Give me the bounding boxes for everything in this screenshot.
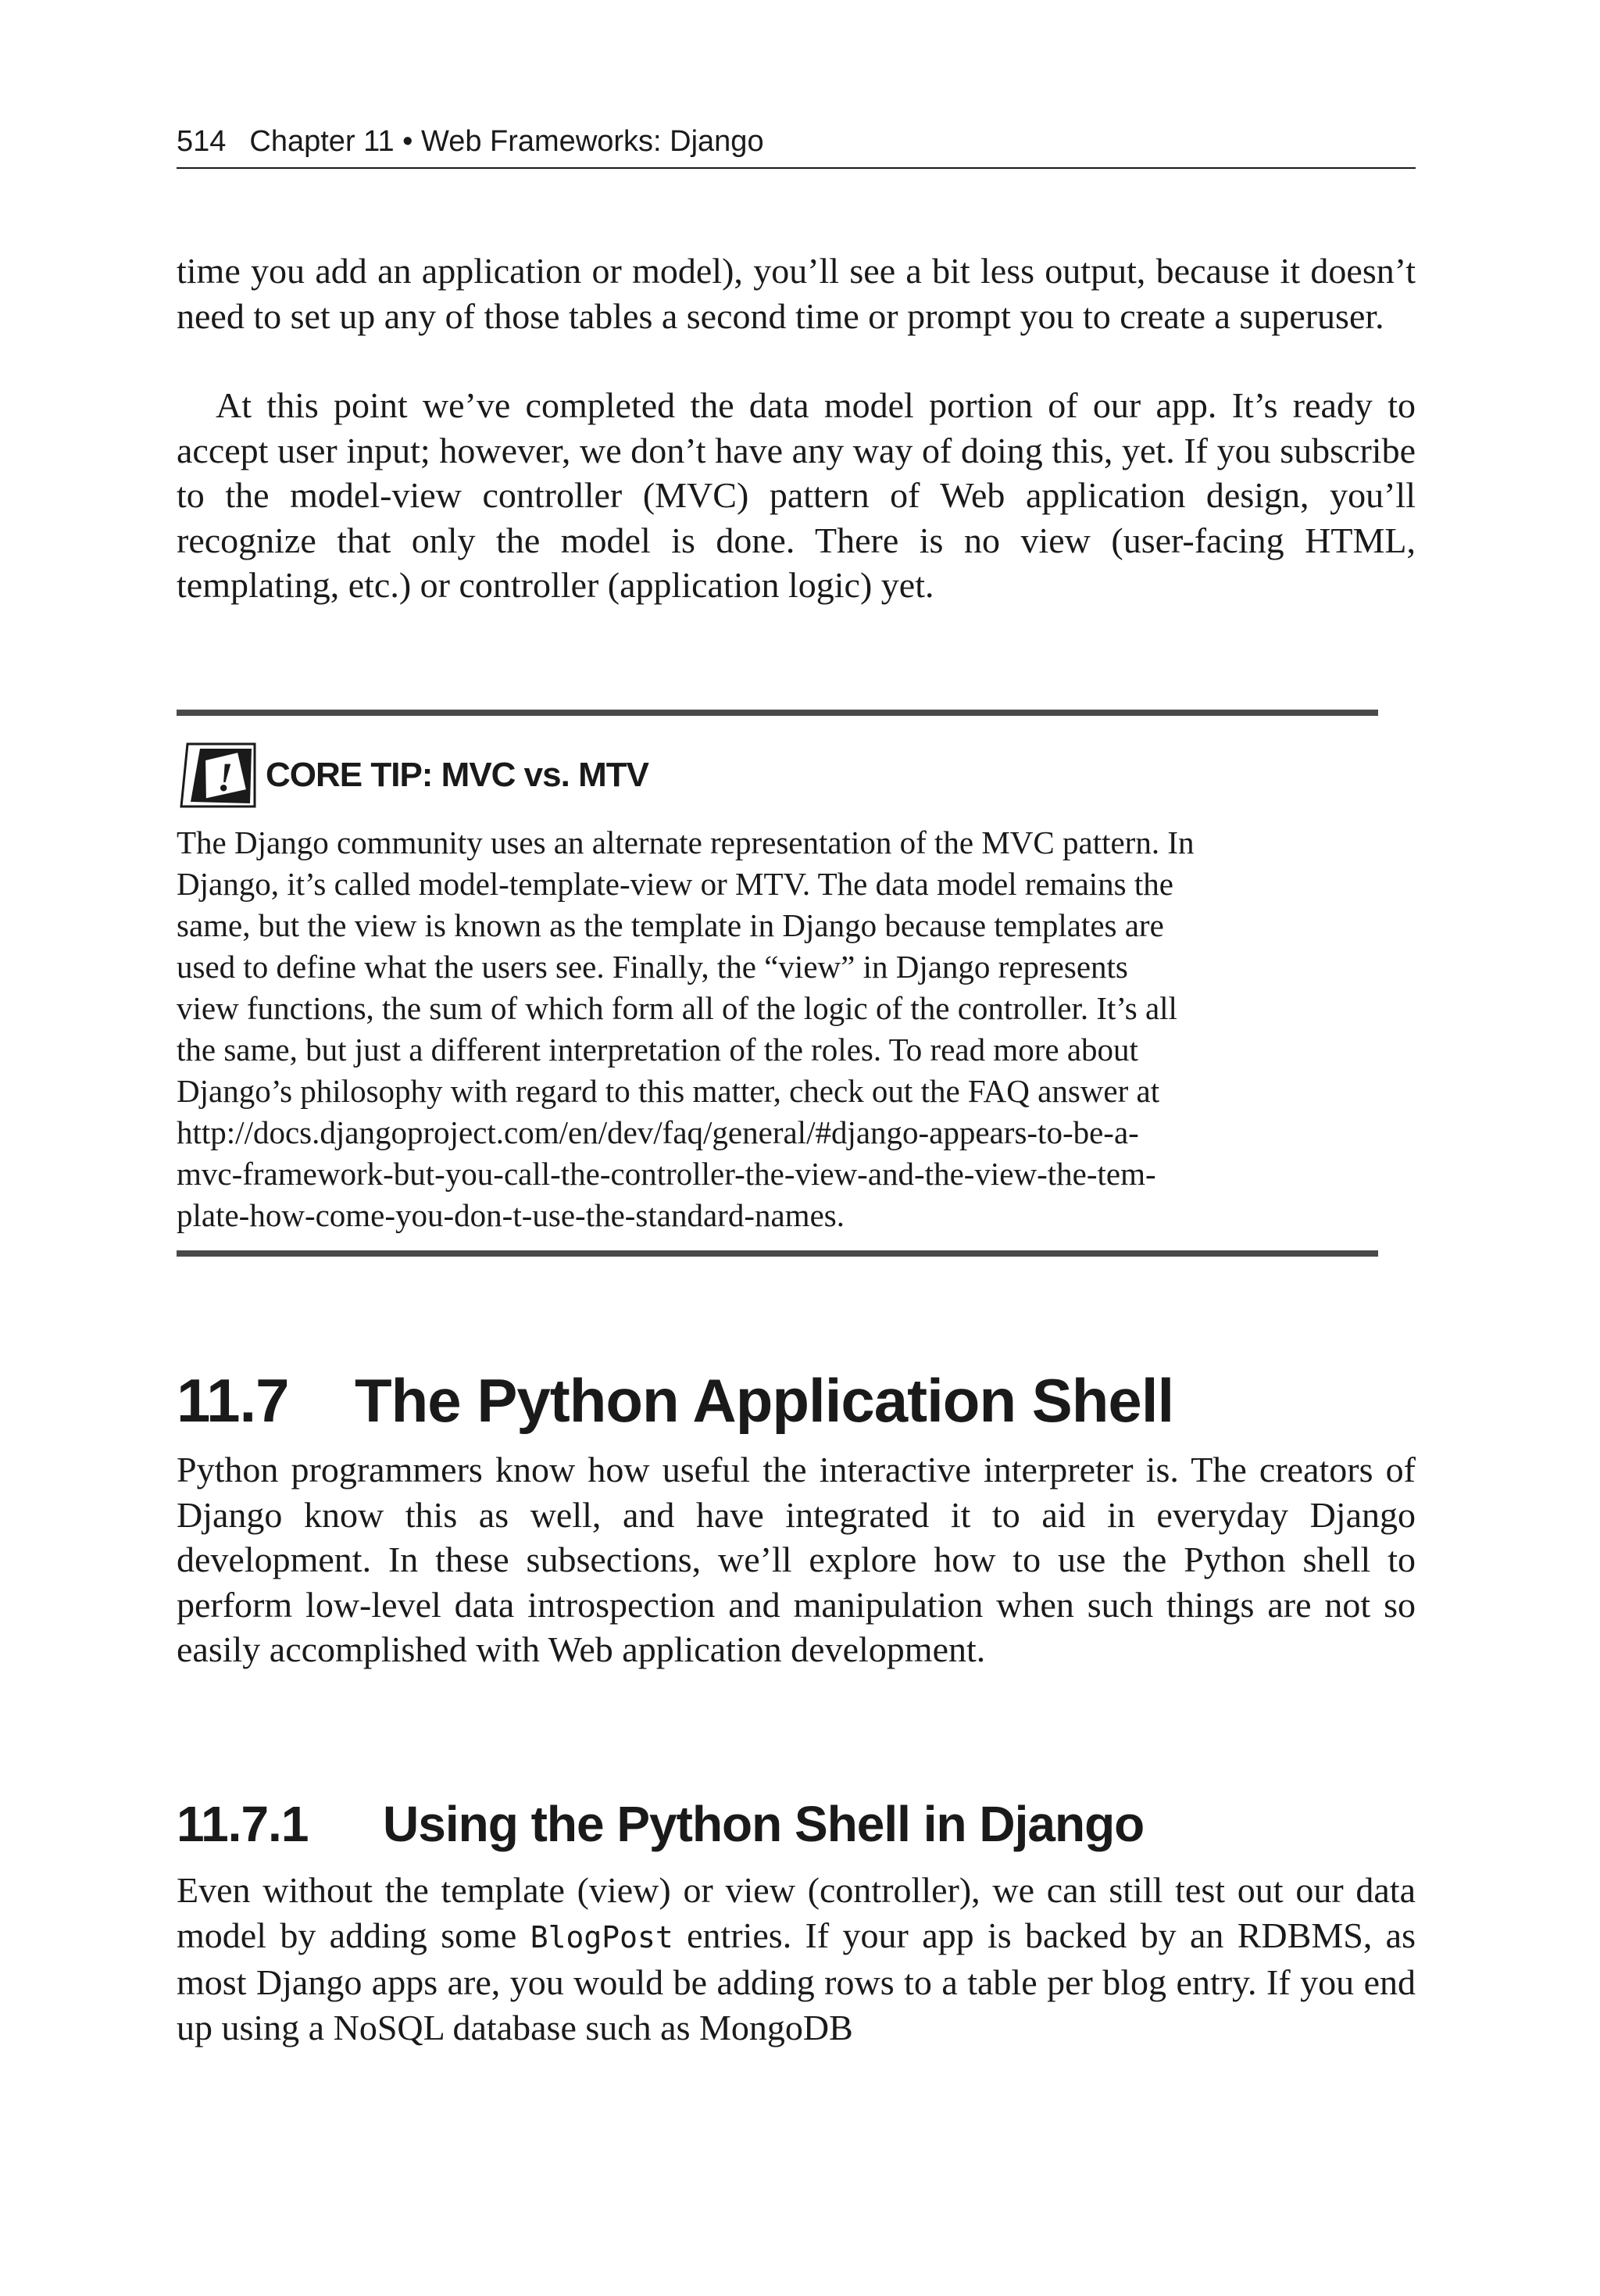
core-tip-header [177,741,1378,810]
tip-line: plate-how-come-you-don-t-use-the-standard-names. [177,1197,845,1233]
section-number: 11.7 [177,1366,289,1435]
paragraph-shell-intro: Python programmers know how useful the interactive interpreter is. The creators of Django know this as well, and have integrated it to aid in everyday Django development. In these subsections, we’ll explore how to use the Python shell to perform low-level data introspection and manipulation when such things are not so easily accomplished with Web application development. [177,1450,1416,1669]
tip-line: same, but the view is known as the template in Django because templates are [177,907,1164,943]
running-head [177,120,1416,169]
subsection-heading [177,1791,1144,1857]
tip-line: http://docs.djangoproject.com/en/dev/faq/general/#django-appears-to-be-a- [177,1114,1139,1150]
section-heading [177,1361,1173,1439]
tip-line: view functions, the sum of which form all of the logic of the controller. It’s all [177,990,1177,1026]
exclamation-tip-icon [177,741,259,810]
section-title: The Python Application Shell [355,1366,1174,1435]
paragraph-mvc: At this point we’ve completed the data model portion of our app. It’s ready to accept user input; however, we don’t have any way of doing this, yet. If you subscribe to the model-view controller (MVC) pattern of Web application design, you’ll recognize that only the model is done. There is no view (user-facing HTML, templating, etc.) or controller (application logic) yet. [177,385,1416,605]
core-tip-title: CORE TIP: MVC vs. MTV [266,756,648,794]
tip-line: Django’s philosophy with regard to this matter, check out the FAQ answer at [177,1073,1160,1109]
core-tip-text [177,822,1378,1236]
tip-line: mvc-framework-but-you-call-the-controller-the-view-and-the-view-the-tem- [177,1156,1156,1192]
svg-text:!: ! [217,756,234,800]
subsection-number: 11.7.1 [177,1796,309,1852]
tip-line: the same, but just a different interpretation of the roles. To read more about [177,1032,1138,1068]
core-tip-box [177,710,1378,1257]
tip-line: used to define what the users see. Finally, the “view” in Django represents [177,949,1128,985]
tip-line: Django, it’s called model-template-view or MTV. The data model remains the [177,866,1173,902]
paragraph-text: Even without the template (view) or view (controller), we can still test out our data model by adding some [177,1870,1416,1955]
page-number: 514 [177,125,227,158]
tip-line: The Django community uses an alternate representation of the MVC pattern. In [177,824,1195,860]
paragraph-shell-django [177,1868,1416,2050]
paragraph-continuation: time you add an application or model), you’ll see a bit less output, because it doesn’t need to set up any of those tables a second time or prompt you to create a superuser. [177,251,1416,336]
code-blogpost: BlogPost [530,1919,673,1954]
chapter-title: Chapter 11 • Web Frameworks: Django [249,125,764,158]
paragraph-text: entries. If your app is backed by an RDBMS, as most Django apps are, you would be adding rows to a table per blog entry. If you end up using a NoSQL database such as MongoDB [177,1915,1416,2047]
subsection-title: Using the Python Shell in Django [383,1796,1145,1852]
